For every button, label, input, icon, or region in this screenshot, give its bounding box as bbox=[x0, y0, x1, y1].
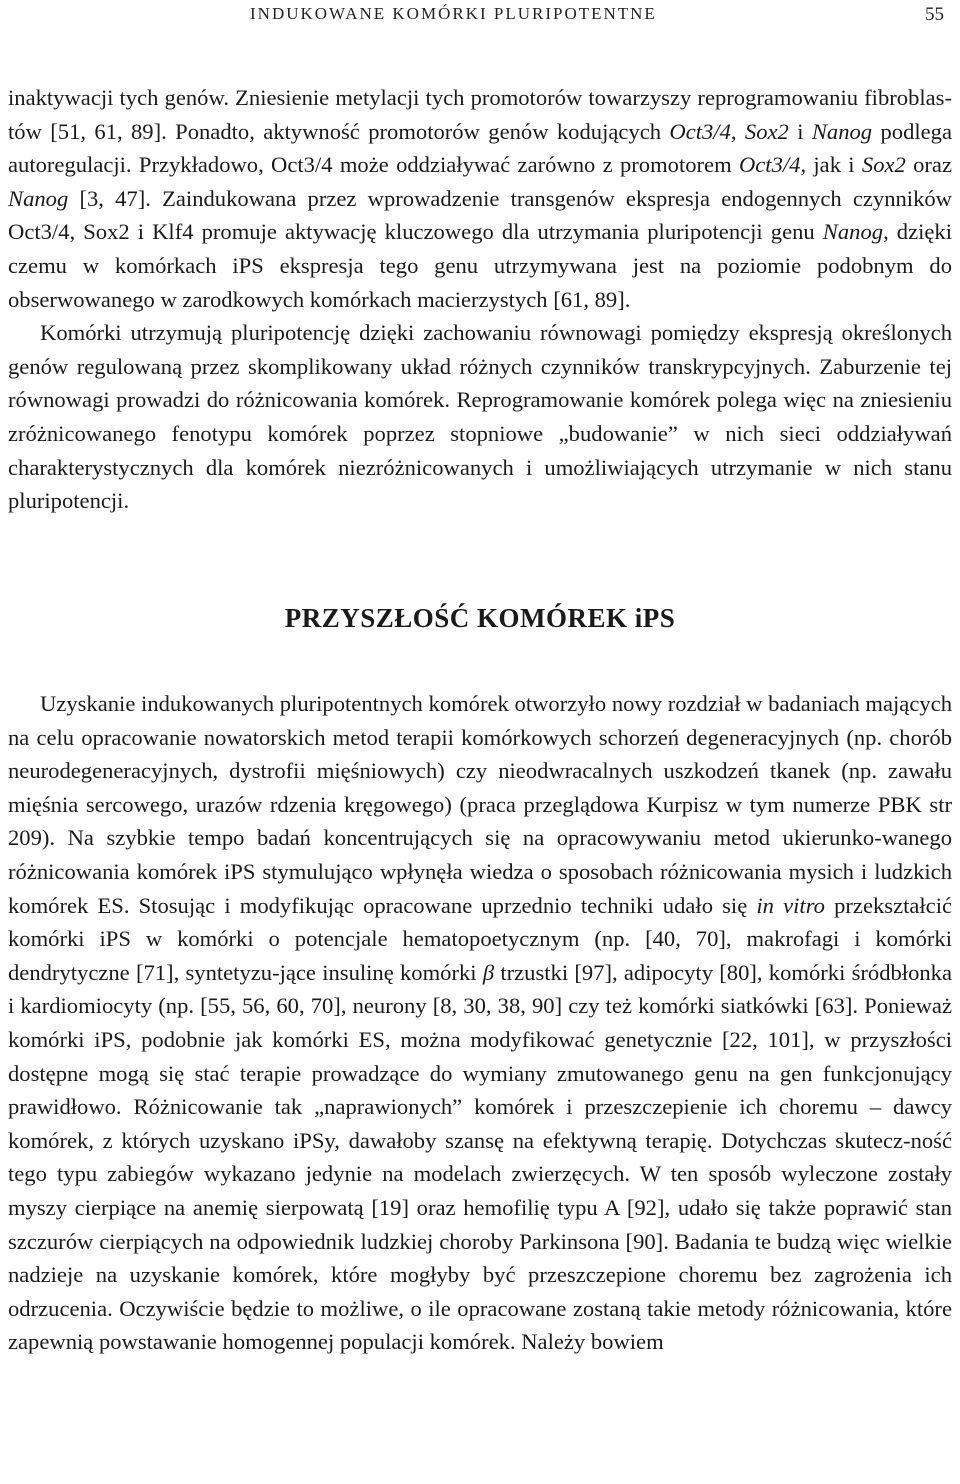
gene-name: Oct3/4 bbox=[669, 118, 731, 144]
gene-name: Nanog bbox=[811, 118, 873, 144]
paragraph-pluripotency-balance: Komórki utrzymują pluripotencję dzięki zachowaniu równowagi pomiędzy ekspresją określonych genów regulowaną przez skomplikowany układ różnych czynników transkrypcyjnych. Zaburzenie tej równowagi prowadzi do różnicowania komórek. Reprogramowanie komórek polega więc na zniesieniu zróżnicowanego fenotypu komórek poprzez stopniowe „budowanie” w nich sieci oddziaływań charakterystycznych dla komórek niezróżnicowanych i umożliwiających utrzymanie w nich stanu pluripotencji. bbox=[8, 320, 952, 514]
gene-name: Sox2 bbox=[744, 118, 789, 144]
text-run: przekształcić komórki iPS w komórki o potencjale hematopoetycznym (np. [40, 70], makrofagi i komórki dendrytyczne [71], syntetyzu-jące insulinę komórki bbox=[8, 892, 953, 985]
text-run: , dzięki czemu w komórkach iPS ekspresja tego genu utrzymywana jest na poziomie podobnym do obserwowanego w zarodkowych komórkach macierzystych [61, 89]. bbox=[8, 219, 952, 312]
paragraph-future-ips bbox=[8, 687, 952, 1359]
gene-name: Oct3/4 bbox=[738, 152, 801, 178]
italic-term: in vitro bbox=[756, 892, 825, 918]
running-header bbox=[0, 4, 960, 28]
text-run: podlega autoregulacji. Przykładowo, Oct3/4 może oddziaływać zarówno z promotorem bbox=[8, 118, 952, 178]
text-run: , jak i bbox=[800, 152, 862, 178]
text-block-bottom bbox=[8, 687, 952, 1359]
section-heading: PRZYSZŁOŚĆ KOMÓREK iPS bbox=[284, 603, 676, 633]
text-run: trzustki [97], adipocyty [80], komórki śródbłonka i kardiomiocyty (np. [55, 56, 60, 70], neurony [8, 30, 38, 90] czy też komórki siatkówki [63]. Ponieważ komórki iPS, podobnie jak komórki ES, można modyfikować genetycznie [22, 101], w przyszłości dostępne mogą się stać terapie prowadzące do wymiany zmutowanego genu na gen funkcjonujący prawidłowo. Różnicowanie tak „naprawionych” komórek i przeszczepienie ich choremu – dawcy komórek, z których uzyskano iPSy, dawałoby szansę na efektywną terapię. Dotychczas skutecz-ność tego typu zabiegów wykazano jedynie na modelach zwierzęcych. W ten sposób wyleczone zostały myszy cierpiące na anemię sierpowatą [19] oraz hemofilię typu A [92], udało się także poprawić stan szczurów cierpiących na odpowiednik ludzkiej choroby Parkinsona [90]. Badania te budzą więc wielkie nadzieje na uzyskanie komórek, które mogłyby być przeszczepione choremu bez zagrożenia ich odrzucenia. Oczywiście będzie to możliwe, o ile opracowane zostaną takie metody różnicowania, które zapewnią powstawanie homogennej populacji komórek. Należy bowiem bbox=[8, 959, 953, 1355]
text-run: oraz bbox=[905, 152, 952, 178]
text-run: Uzyskanie indukowanych pluripotentnych komórek otworzyło nowy rozdział w badaniach mających na celu opracowanie nowatorskich metod terapii komórkowych schorzeń degeneracyjnych (np. chorób neurodegeneracyjnych, dystrofii mięśniowych) czy nieodwracalnych uszkodzeń tkanek (np. zawału mięśnia sercowego, urazów rdzenia kręgowego) (praca przeglądowa Kurpisz w tym numerze PBK str 209). Na szybkie tempo badań koncentrujących się na opracowywaniu metod ukierunko-wanego różnicowania komórek iPS stymulująco wpłynęła wiedza o sposobach różnicowania mysich i ludzkich komórek ES. Stosując i modyfikując opracowane uprzednio techniki udało się bbox=[8, 691, 952, 918]
text-run: inaktywacji tych genów. Zniesienie metylacji tych promotorów towarzyszy reprogramowaniu fibroblas-tów [51, 61, 89]. Ponadto, aktywność promotorów genów kodujących bbox=[8, 85, 952, 144]
gene-name: Nanog bbox=[8, 185, 69, 211]
beta-symbol: β bbox=[482, 959, 495, 985]
text-run: , bbox=[730, 118, 745, 144]
text-run: [3, 47]. Zaindukowana przez wprowadzenie transgenów ekspresja endogennych czynników Oct3/4, Sox2 i Klf4 promuje aktywację kluczowego dla utrzymania pluripotencji genu bbox=[8, 185, 952, 245]
text-block-top bbox=[8, 81, 952, 518]
gene-name: Sox2 bbox=[861, 152, 906, 178]
paragraph-gene-promoters bbox=[8, 81, 952, 316]
running-title: INDUKOWANE KOMÓRKI PLURIPOTENTNE bbox=[250, 4, 657, 23]
text-run: i bbox=[788, 118, 812, 144]
page-number: 55 bbox=[925, 4, 944, 25]
gene-name: Nanog bbox=[822, 219, 884, 245]
